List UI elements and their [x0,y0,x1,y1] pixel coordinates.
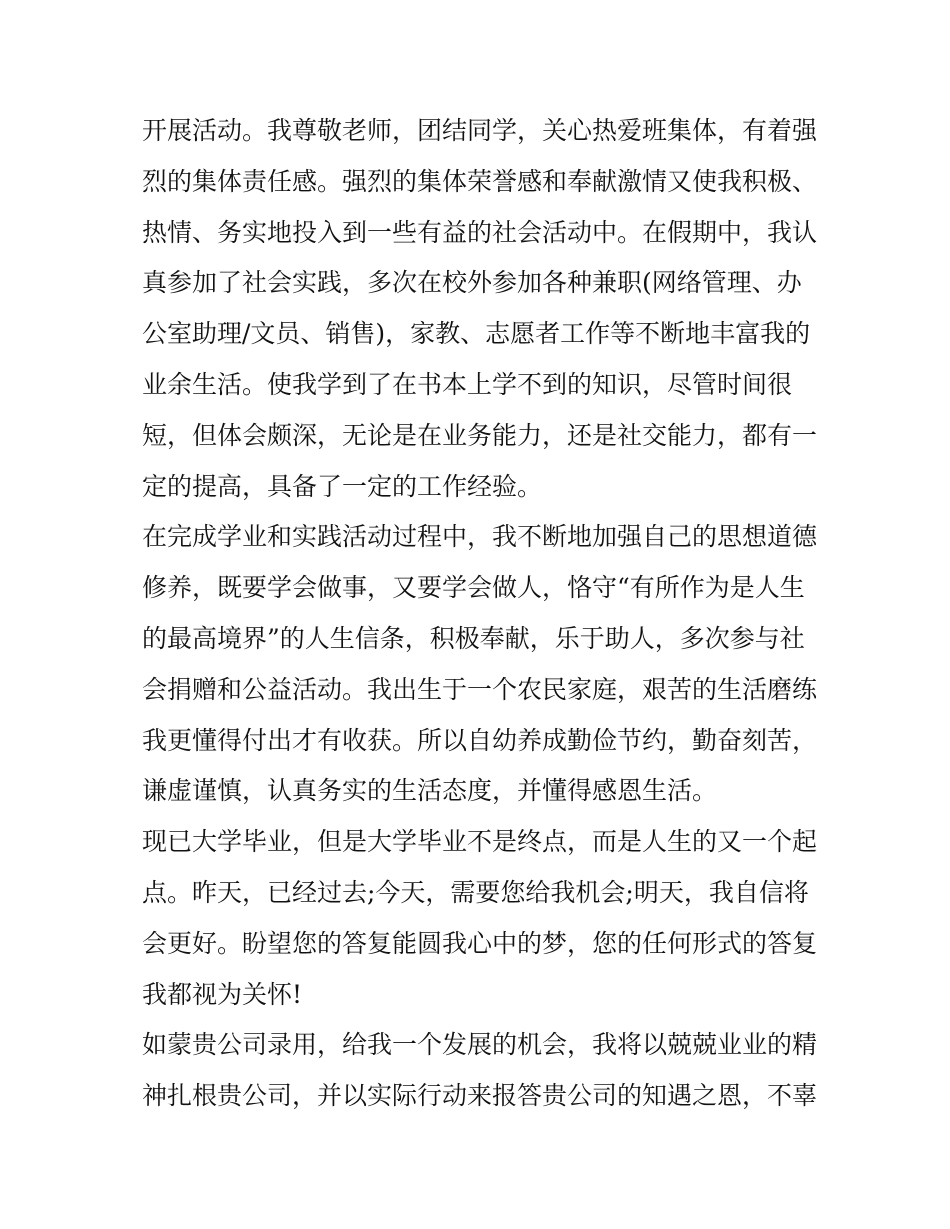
text-line: 神扎根贵公司，并以实际行动来报答贵公司的知遇之恩，不辜 [142,1081,818,1111]
text-line: 会捐赠和公益活动。我出生于一个农民家庭，艰苦的生活磨练 [142,674,818,704]
text-line: 修养，既要学会做事，又要学会做人，恪守“有所作为是人生 [142,573,805,603]
text-line: 谦虚谨慎，认真务实的生活态度，并懂得感恩生活。 [142,776,718,806]
text-line: 我都视为关怀! [142,979,303,1009]
text-line: 点。昨天，已经过去;今天，需要您给我机会;明天，我自信将 [142,877,809,907]
text-line: 我更懂得付出才有收获。所以自幼养成勤俭节约，勤奋刻苦， [142,725,818,755]
text-line: 烈的集体责任感。强烈的集体荣誉感和奉献激情又使我积极、 [142,166,818,196]
text-line: 公室助理/文员、销售)，家教、志愿者工作等不断地丰富我的 [142,319,811,349]
text-line: 会更好。盼望您的答复能圆我心中的梦，您的任何形式的答复 [142,928,818,958]
text-line: 真参加了社会实践，多次在校外参加各种兼职(网络管理、办 [142,268,802,298]
text-line: 开展活动。我尊敬老师，团结同学，关心热爱班集体，有着强 [142,116,818,145]
text-line: 在完成学业和实践活动过程中，我不断地加强自己的思想道德 [142,522,818,552]
document-body-text [142,106,818,1122]
text-line: 热情、务实地投入到一些有益的社会活动中。在假期中，我认 [142,217,818,247]
text-line: 短，但体会颇深，无论是在业务能力，还是社交能力，都有一 [142,420,818,450]
text-line: 如蒙贵公司录用，给我一个发展的机会，我将以兢兢业业的精 [142,1030,818,1060]
text-line: 定的提高，具备了一定的工作经验。 [142,471,543,501]
text-line: 的最高境界”的人生信条，积极奉献，乐于助人，多次参与社 [142,623,805,653]
text-line: 现已大学毕业，但是大学毕业不是终点，而是人生的又一个起 [142,827,818,857]
text-line: 业余生活。使我学到了在书本上学不到的知识，尽管时间很 [142,369,793,399]
